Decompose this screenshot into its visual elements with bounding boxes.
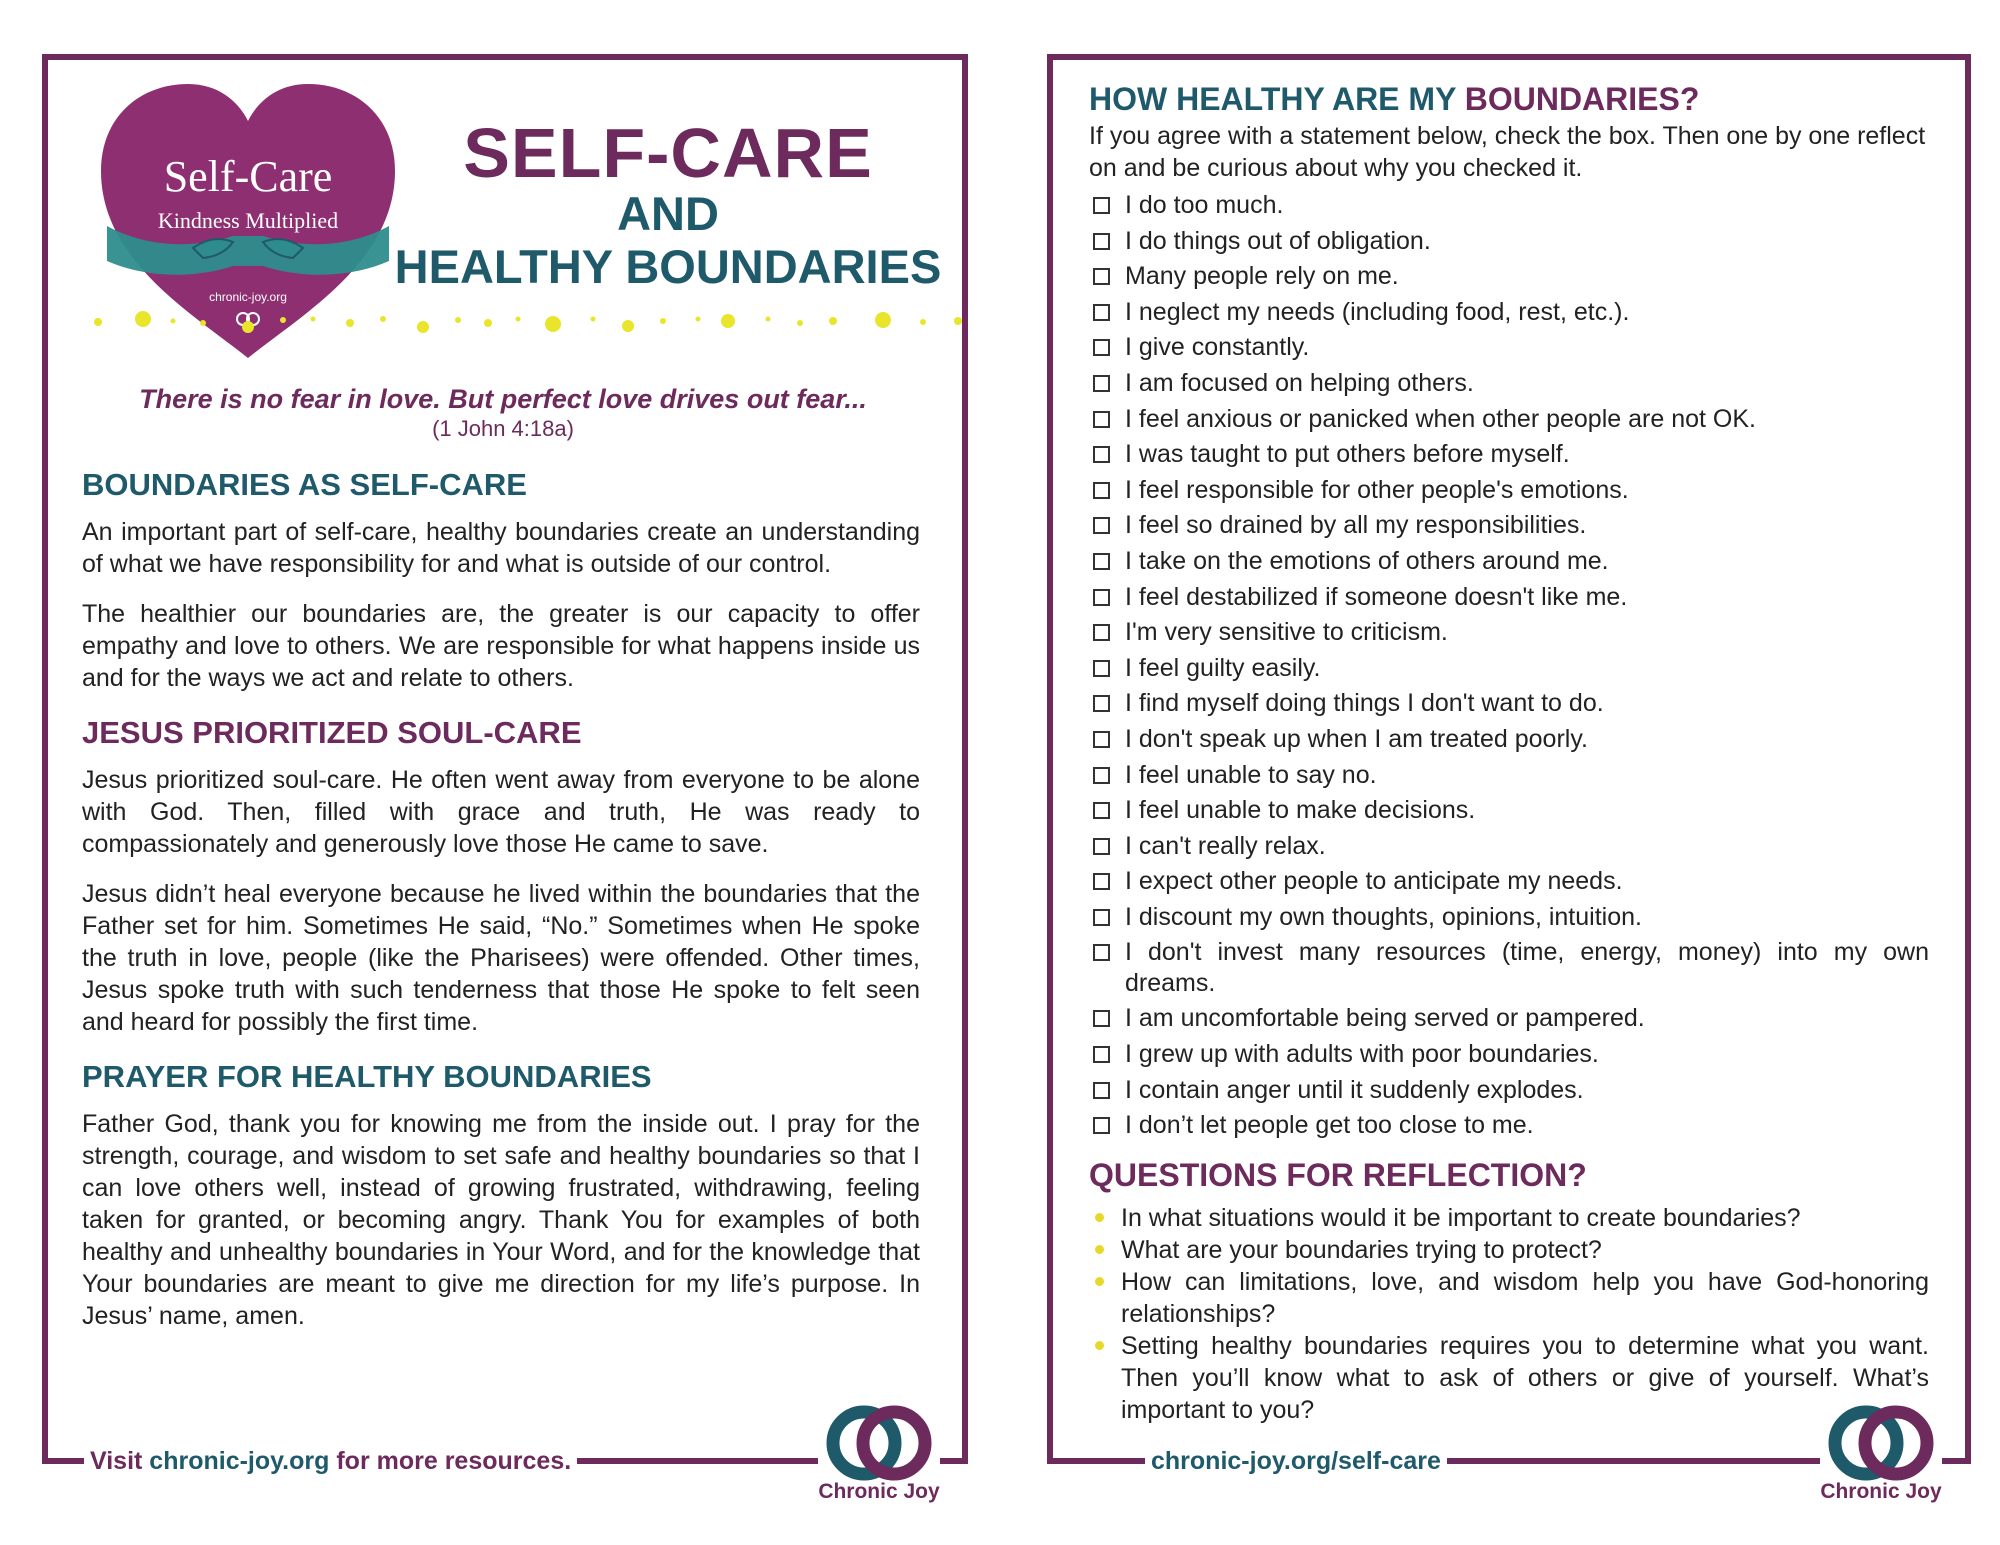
footer-prefix: Visit (90, 1447, 150, 1475)
checklist-label: I feel unable to say no. (1125, 760, 1377, 789)
checkbox[interactable] (1093, 411, 1110, 428)
checklist-label: I discount my own thoughts, opinions, intuition. (1125, 902, 1642, 931)
checkbox[interactable] (1093, 304, 1110, 321)
checklist-label: I do things out of obligation. (1125, 226, 1431, 255)
checklist-item (1089, 793, 1929, 829)
checkbox[interactable] (1093, 838, 1110, 855)
checklist-item (1089, 330, 1929, 366)
checklist-item (1089, 544, 1929, 580)
checklist-item (1089, 864, 1929, 900)
rings-icon (824, 1405, 934, 1485)
heading-part1: HOW HEALTHY ARE MY (1089, 81, 1465, 117)
verse-reference: (1 John 4:18a) (432, 416, 574, 441)
footer-suffix: for more resources. (329, 1447, 572, 1475)
logo-site: chronic-joy.org (209, 290, 287, 304)
brand-name: Chronic Joy (1820, 1480, 1942, 1503)
checkbox[interactable] (1093, 482, 1110, 499)
question-item (1089, 1234, 1929, 1266)
paragraph: Jesus didn’t heal everyone because he lived within the boundaries that the Father set for him. Sometimes He said, “No.” Sometimes when He spoke the truth in love, people (like the Pharisees) were offended. Other times, Jesus spoke truth with such tenderness that those He spoke to felt seen and heard for possibly the first time. (82, 880, 920, 1036)
right-footer (1145, 1447, 1447, 1476)
checklist-label: I feel anxious or panicked when other people are not OK. (1125, 404, 1756, 433)
left-body (82, 464, 920, 1350)
question-text: What are your boundaries trying to protect? (1121, 1235, 1602, 1264)
checklist-label: I grew up with adults with poor boundaries. (1125, 1040, 1599, 1069)
checkbox[interactable] (1093, 517, 1110, 534)
question-text: In what situations would it be important to create boundaries? (1121, 1203, 1801, 1232)
checklist-item (1089, 580, 1929, 616)
checkbox[interactable] (1093, 873, 1110, 890)
checklist-item (1089, 651, 1929, 687)
checklist-item (1089, 295, 1929, 331)
checklist-label: I find myself doing things I don't want to do. (1125, 689, 1604, 718)
title-line2: AND (617, 187, 719, 240)
checklist-item (1089, 1037, 1929, 1073)
logo-line2: Kindness Multiplied (157, 208, 339, 233)
checklist-label: I give constantly. (1125, 333, 1310, 362)
checklist-item (1089, 686, 1929, 722)
checklist-item (1089, 935, 1929, 1001)
title-line3: HEALTHY BOUNDARIES (394, 240, 942, 293)
checklist-label: I'm very sensitive to criticism. (1125, 618, 1448, 647)
checklist-intro: If you agree with a statement below, check the box. Then one by one reflect on and be curious about why you checked it. (1089, 122, 1926, 182)
checkbox[interactable] (1093, 660, 1110, 677)
checklist-label: I feel guilty easily. (1125, 653, 1321, 682)
checkbox[interactable] (1093, 375, 1110, 392)
paragraph: An important part of self-care, healthy boundaries create an understanding of what we have responsibility for and what is outside of our control. (82, 518, 920, 578)
checklist-label: I take on the emotions of others around me. (1125, 546, 1609, 575)
checklist-label: I neglect my needs (including food, rest, etc.). (1125, 297, 1630, 326)
checklist-label: I expect other people to anticipate my needs. (1125, 867, 1623, 896)
heading-part2: BOUNDARIES? (1464, 81, 1700, 117)
bullet-dot-icon (1095, 1213, 1104, 1222)
paragraph: Father God, thank you for knowing me from the inside out. I pray for the strength, courage, and wisdom to set safe and healthy boundaries so that I can love others well, instead of growing frustrated, withdrawing, feeling taken for granted, or becoming angry. Thank You for examples of both healthy and unhealthy boundaries in Your Word, and for the knowledge that Your boundaries are meant to give me direction for my life’s purpose. In Jesus’ name, amen. (82, 1110, 920, 1330)
checkbox[interactable] (1093, 624, 1110, 641)
scripture-verse (48, 382, 958, 442)
bullet-dot-icon (1095, 1341, 1104, 1350)
checklist-label: I was taught to put others before myself. (1125, 440, 1570, 469)
page-title (378, 114, 958, 294)
checklist-label: I can't really relax. (1125, 831, 1326, 860)
decorative-dots (88, 307, 968, 337)
checklist-item (1089, 437, 1929, 473)
checklist-item (1089, 366, 1929, 402)
checkbox[interactable] (1093, 268, 1110, 285)
checkbox[interactable] (1093, 446, 1110, 463)
checklist-item (1089, 1073, 1929, 1109)
checkbox[interactable] (1093, 695, 1110, 712)
paragraph: Jesus prioritized soul-care. He often went away from everyone to be alone with God. Then, filled with grace and truth, He was ready to compassionately and generously love those He came to save. (82, 766, 920, 858)
checklist-item (1089, 188, 1929, 224)
checklist-label: I feel destabilized if someone doesn't like me. (1125, 582, 1628, 611)
checkbox[interactable] (1093, 233, 1110, 250)
checklist-label: I do too much. (1125, 191, 1284, 219)
checkbox[interactable] (1093, 1117, 1110, 1134)
checklist-item (1089, 1108, 1929, 1144)
checklist-item (1089, 473, 1929, 509)
left-footer (84, 1447, 577, 1476)
checklist-item (1089, 900, 1929, 936)
left-card (42, 54, 968, 1464)
checklist-heading (1089, 78, 1929, 120)
checklist-item (1089, 508, 1929, 544)
checkbox[interactable] (1093, 909, 1110, 926)
questions-heading: QUESTIONS FOR REFLECTION? (1089, 1156, 1587, 1193)
checklist-label: Many people rely on me. (1125, 262, 1399, 291)
checklist-label: I don't invest many resources (time, energy, money) into my own dreams. (1125, 938, 1929, 998)
section-heading-boundaries: BOUNDARIES AS SELF-CARE (82, 467, 527, 502)
section-heading-soul-care: JESUS PRIORITIZED SOUL-CARE (82, 715, 582, 750)
question-text: How can limitations, love, and wisdom help you have God-honoring relationships? (1121, 1267, 1929, 1328)
checkbox[interactable] (1093, 944, 1110, 961)
checkbox[interactable] (1093, 1082, 1110, 1099)
checklist-item (1089, 829, 1929, 865)
boundaries-checklist (1089, 188, 1929, 1144)
checkbox[interactable] (1093, 802, 1110, 819)
checklist-label: I feel responsible for other people's emotions. (1125, 475, 1629, 504)
paragraph: The healthier our boundaries are, the greater is our capacity to offer empathy and love to others. We are responsible for what happens inside us and for the ways we act and relate to others. (82, 600, 920, 692)
checkbox[interactable] (1093, 1010, 1110, 1027)
brand-name: Chronic Joy (818, 1480, 940, 1503)
bullet-dot-icon (1095, 1277, 1104, 1286)
checkbox[interactable] (1093, 731, 1110, 748)
question-text: Setting healthy boundaries requires you to determine what you want. Then you’ll know what to ask of others or give of yourself. What’s important to you? (1121, 1331, 1929, 1424)
checkbox[interactable] (1093, 197, 1110, 214)
bullet-dot-icon (1095, 1245, 1104, 1254)
checklist-label: I am uncomfortable being served or pampered. (1125, 1004, 1645, 1033)
question-item (1089, 1330, 1929, 1426)
question-item (1089, 1202, 1929, 1234)
checkbox[interactable] (1093, 553, 1110, 570)
checklist-item (1089, 615, 1929, 651)
checklist-item (1089, 1001, 1929, 1037)
right-body (1089, 78, 1929, 1426)
right-card (1047, 54, 1971, 1464)
title-line1: SELF-CARE (463, 114, 873, 192)
chronic-joy-logo-left (818, 1405, 940, 1515)
checkbox[interactable] (1093, 339, 1110, 356)
checklist-label: I feel so drained by all my responsibilities. (1125, 511, 1587, 540)
rings-icon (1826, 1405, 1936, 1485)
checklist-item (1089, 722, 1929, 758)
checkbox[interactable] (1093, 1046, 1110, 1063)
chronic-joy-logo-right (1820, 1405, 1942, 1515)
checklist-item (1089, 259, 1929, 295)
checklist-label: I contain anger until it suddenly explodes. (1125, 1075, 1584, 1104)
checklist-label: I don't speak up when I am treated poorly. (1125, 724, 1588, 753)
footer-link[interactable]: chronic-joy.org/self-care (1151, 1447, 1441, 1475)
section-heading-prayer: PRAYER FOR HEALTHY BOUNDARIES (82, 1059, 652, 1094)
footer-link[interactable]: chronic-joy.org (149, 1447, 330, 1475)
question-item (1089, 1266, 1929, 1330)
checkbox[interactable] (1093, 767, 1110, 784)
checklist-item (1089, 758, 1929, 794)
checklist-item (1089, 402, 1929, 438)
checkbox[interactable] (1093, 589, 1110, 606)
checklist-label: I don’t let people get too close to me. (1125, 1111, 1534, 1140)
logo-line1: Self-Care (163, 152, 333, 201)
reflection-questions (1089, 1202, 1929, 1426)
verse-quote: There is no fear in love. But perfect love drives out fear... (139, 384, 867, 414)
checklist-label: I feel unable to make decisions. (1125, 796, 1476, 825)
checklist-item (1089, 224, 1929, 260)
checklist-label: I am focused on helping others. (1125, 368, 1474, 397)
